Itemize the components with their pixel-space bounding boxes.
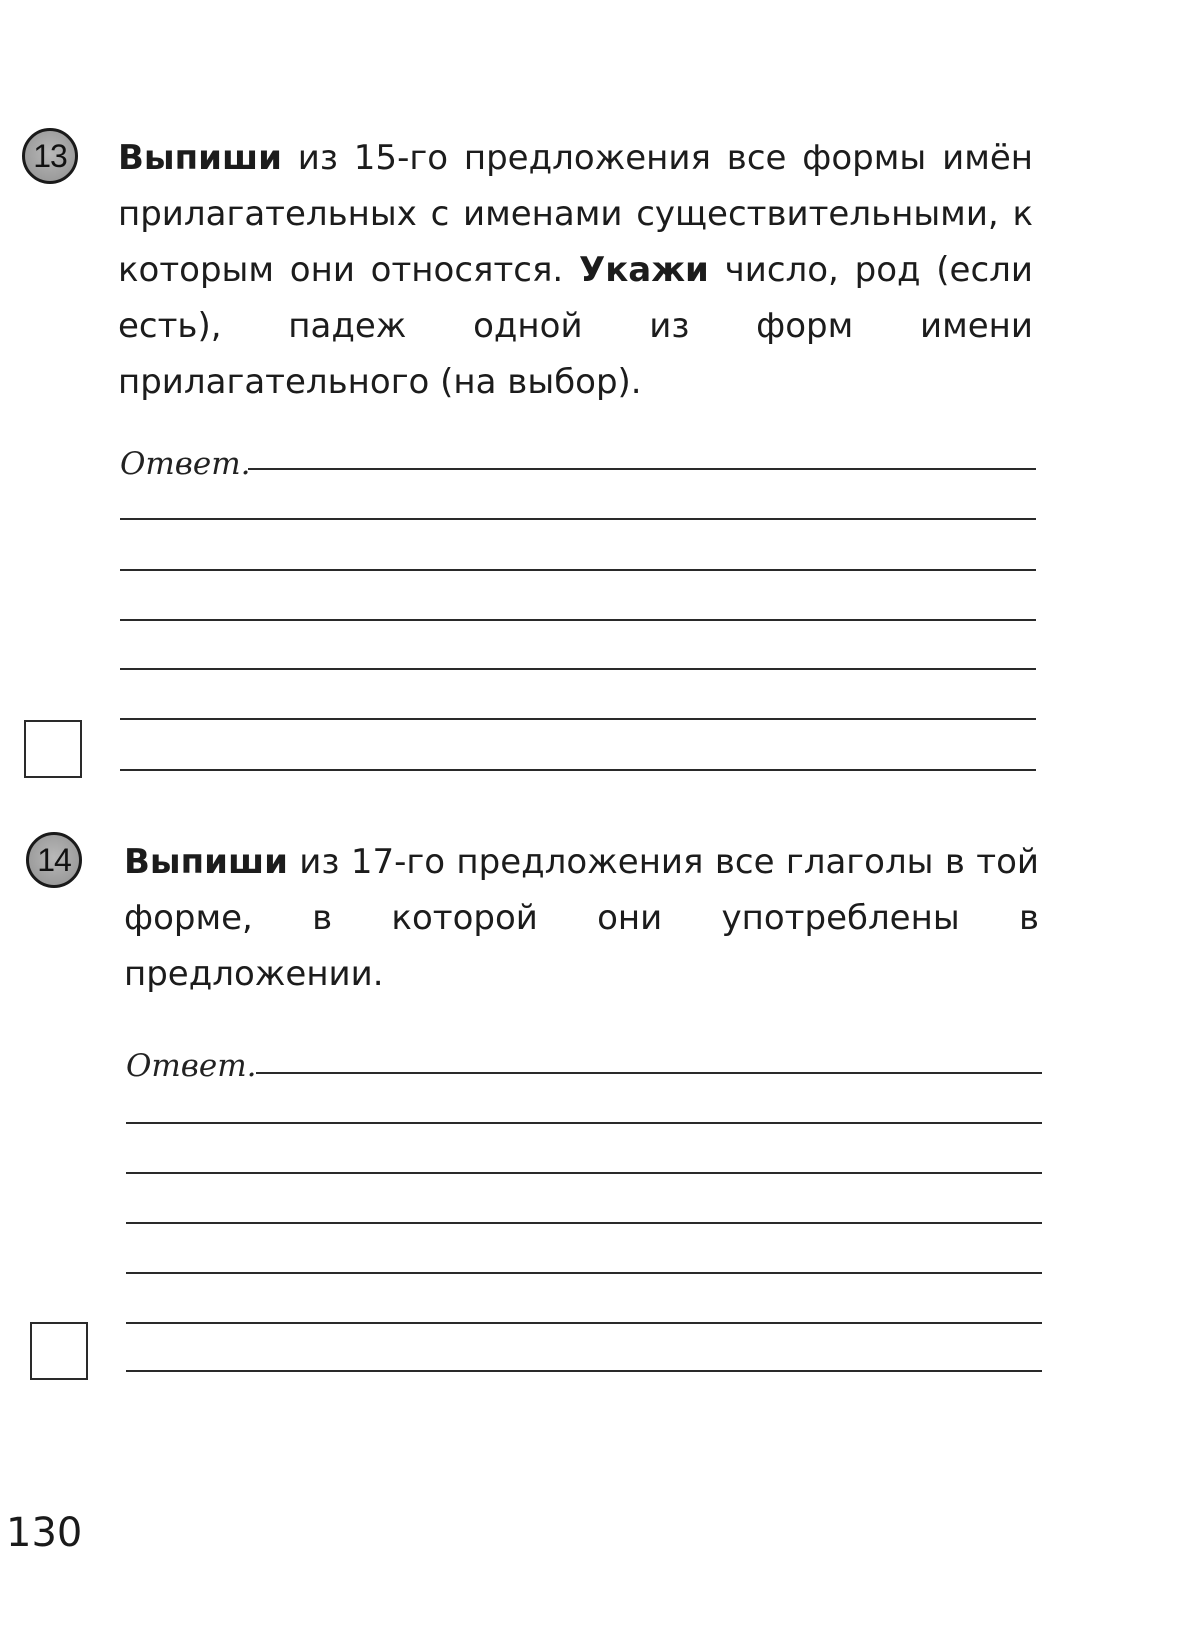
task-13-number-badge bbox=[22, 128, 78, 184]
page-number: 130 bbox=[6, 1510, 83, 1556]
task-14-answer-line-4[interactable] bbox=[126, 1222, 1042, 1224]
task-13-instruction bbox=[118, 130, 1033, 410]
task-13-score-box[interactable] bbox=[24, 720, 82, 778]
task-13-text-1: из 15-го предложения все формы имён прилагательных с именами существительными, к которым они относятся. bbox=[118, 138, 1033, 290]
task-14-answer-line-2[interactable] bbox=[126, 1122, 1042, 1124]
task-13-answer-line-1[interactable] bbox=[248, 468, 1036, 470]
task-14-verb-1: Выпиши bbox=[124, 842, 288, 882]
task-14-answer-line-5[interactable] bbox=[126, 1272, 1042, 1274]
task-14-answer-line-7[interactable] bbox=[126, 1370, 1042, 1372]
task-14-score-box[interactable] bbox=[30, 1322, 88, 1380]
task-14-instruction bbox=[124, 834, 1039, 1002]
task-13-answer-label: Ответ. bbox=[120, 446, 251, 482]
task-14-answer-line-6[interactable] bbox=[126, 1322, 1042, 1324]
task-14-number: 14 bbox=[37, 841, 71, 878]
task-14-number-badge bbox=[26, 832, 82, 888]
task-13-answer-line-4[interactable] bbox=[120, 619, 1036, 621]
task-13-text-2: число, род (если есть), падеж одной из форм имени прилагательного (на выбор). bbox=[118, 250, 1033, 402]
task-13-answer-line-2[interactable] bbox=[120, 518, 1036, 520]
task-13-verb-1: Выпиши bbox=[118, 138, 282, 178]
task-13-answer-line-5[interactable] bbox=[120, 668, 1036, 670]
task-13-number: 13 bbox=[33, 137, 67, 174]
task-14-answer-line-3[interactable] bbox=[126, 1172, 1042, 1174]
task-14-text-1: из 17-го предложения все глаголы в той форме, в которой они употреблены в предложении. bbox=[124, 842, 1039, 994]
task-13-answer-line-6[interactable] bbox=[120, 718, 1036, 720]
task-14-answer-label: Ответ. bbox=[126, 1048, 257, 1084]
task-13-verb-2: Укажи bbox=[578, 250, 709, 290]
task-14-answer-line-1[interactable] bbox=[256, 1072, 1042, 1074]
task-13-answer-line-7[interactable] bbox=[120, 769, 1036, 771]
task-13-answer-line-3[interactable] bbox=[120, 569, 1036, 571]
